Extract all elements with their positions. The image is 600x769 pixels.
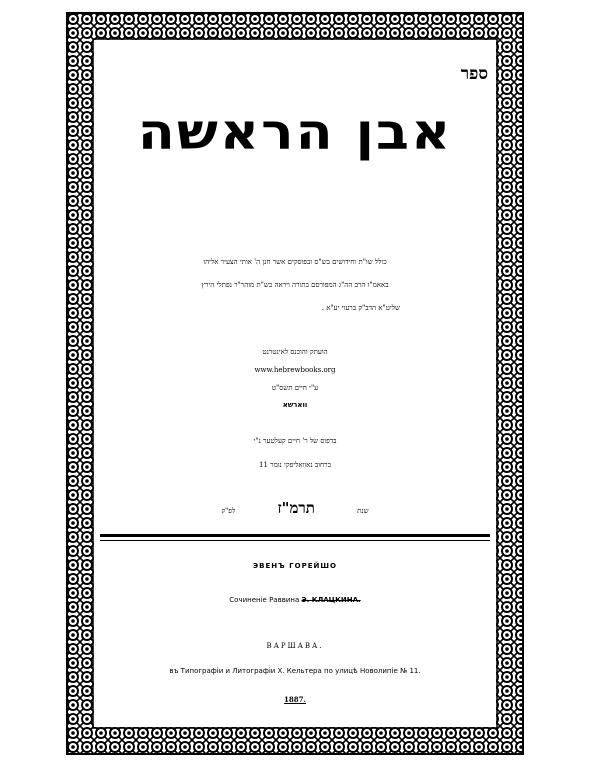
divider-thin (100, 540, 490, 541)
divider-thick (100, 534, 490, 537)
russian-city: ВАРШАВА. (266, 642, 324, 650)
printer-line-2: ברחוב נאוואליפקי נומר 11 (259, 461, 331, 469)
description-line-3: שליט"א הדב"ק ברעוי יע"א . (321, 304, 400, 312)
hebrew-title: אבן הראשה (137, 102, 453, 161)
year-suffix: לפ"ק (221, 507, 236, 515)
watermark-url: www.hebrewbooks.org (254, 366, 336, 374)
author-prefix: Сочиненіе Раввина (229, 596, 300, 604)
watermark-line-1: הועתק והוכנס לאינטרנט (262, 348, 328, 356)
russian-author-line (94, 596, 496, 604)
year-word: שנת (357, 507, 369, 515)
russian-year: 1887. (284, 695, 306, 704)
russian-title: ЭВЕНЪ ГОРЕЙШО (253, 562, 337, 570)
russian-address: въ Типографіи и Литографіи Х. Кельтера по улицѣ Новолипіе № 11. (169, 667, 421, 675)
watermark-line-3: ע"י חיים תשס"ט (271, 384, 319, 392)
page-content (94, 40, 496, 728)
hebrew-city: ווארשא (282, 401, 308, 409)
hebrew-year: תרמ"ז (277, 499, 315, 517)
description-line-2: באאמ"ו הרב הה"ג המפורסם בתורה ויראה כש"ת מוהר"ר נפתלי הירץ (201, 281, 389, 289)
author-name: Э. КЛАЦКИНА. (301, 596, 361, 604)
description-line-1: כולל שו"ת וחידושים בש"ס ובפוסקים אשר חנן ה' אותי הצעיר אליהו (203, 258, 387, 266)
hebrew-year-line (94, 499, 496, 518)
printer-line-1: בדפוס של ר' חיים קעלטער נ"י (253, 437, 337, 445)
sefer-label: ספר (460, 64, 488, 84)
